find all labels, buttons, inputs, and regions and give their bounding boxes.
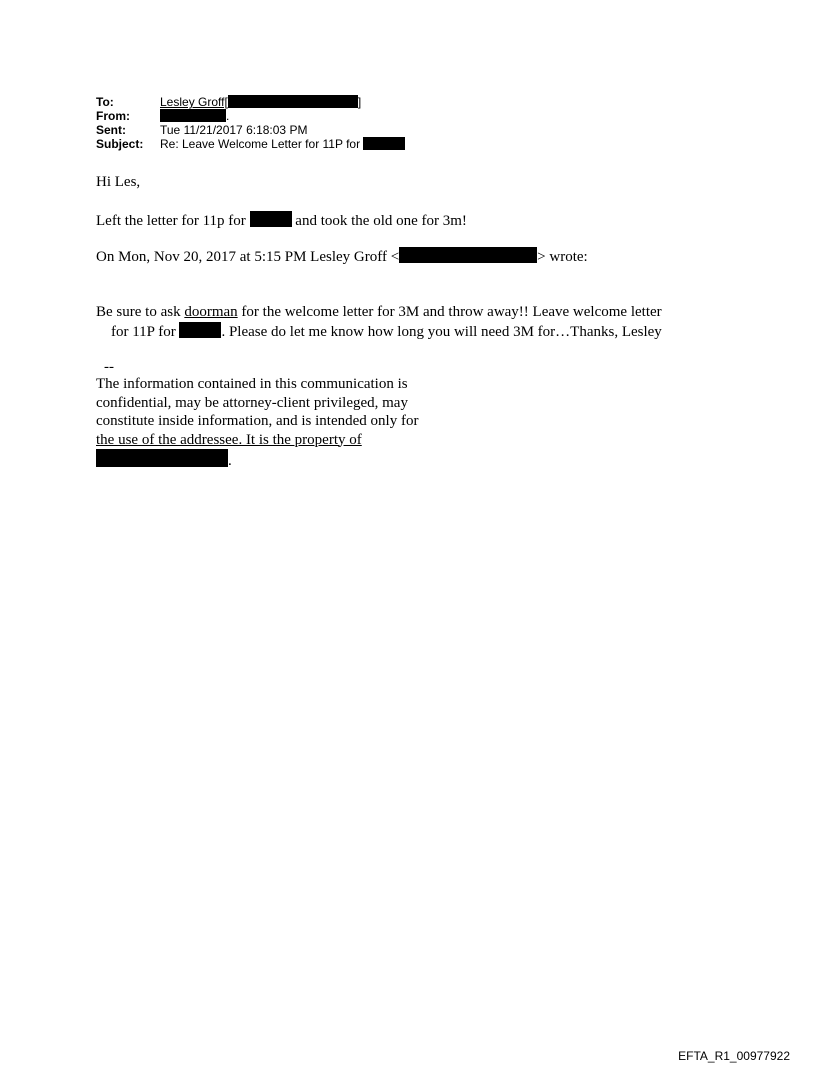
subject-text: Re: Leave Welcome Letter for 11P for	[160, 137, 361, 151]
reply-text-b: > wrote:	[537, 249, 588, 265]
to-close-bracket: ]	[357, 95, 362, 109]
quote-text-underlined: doorman	[184, 304, 238, 320]
redaction-to-email	[228, 95, 358, 108]
disclaimer-line-1: The information contained in this communication is	[96, 376, 408, 392]
quote-line-1	[96, 303, 662, 322]
quote-text-post: for the welcome letter for 3M and throw away!! Leave welcome letter	[237, 304, 662, 320]
from-value	[160, 109, 229, 123]
redaction-quote	[179, 322, 221, 338]
from-row	[96, 109, 405, 123]
subject-label: Subject:	[96, 137, 144, 151]
disclaimer-line-2: confidential, may be attorney-client privileged, may	[96, 394, 408, 411]
sent-row	[96, 123, 405, 137]
reply-text-a: On Mon, Nov 20, 2017 at 5:15 PM Lesley Groff <	[96, 249, 400, 265]
redaction-from	[160, 109, 226, 122]
quote-line2-pre: for 11P for	[111, 324, 176, 340]
sent-label: Sent:	[96, 123, 126, 137]
redaction-reply-email	[399, 247, 537, 263]
message-line	[96, 211, 467, 230]
from-label: From:	[96, 109, 130, 123]
sent-value: Tue 11/21/2017 6:18:03 PM	[160, 123, 308, 137]
quoted-message	[96, 303, 662, 342]
email-header	[96, 95, 405, 151]
document-id: EFTA_R1_00977922	[678, 1049, 790, 1063]
redaction-disclaimer	[96, 449, 228, 467]
subject-value	[160, 137, 405, 151]
quote-text-pre: Be sure to ask	[96, 304, 185, 320]
from-after: .	[226, 109, 230, 123]
to-label: To:	[96, 95, 114, 109]
to-name: Lesley Groff[	[160, 95, 228, 109]
redaction-subject	[363, 137, 405, 150]
quote-line-2	[96, 322, 662, 342]
subject-row	[96, 137, 405, 151]
reply-attribution	[96, 247, 588, 266]
disclaimer-end: .	[228, 453, 232, 469]
disclaimer-line-3: constitute inside information, and is intended only for	[96, 413, 419, 429]
redaction-message	[250, 211, 292, 227]
quote-line2-post: . Please do let me know how long you will need 3M for…Thanks, Lesley	[221, 324, 662, 340]
confidentiality-disclaimer	[96, 375, 418, 471]
signature-dash: --	[104, 359, 114, 375]
to-value	[160, 95, 361, 109]
greeting: Hi Les,	[96, 174, 141, 190]
message-text-b: and took the old one for 3m!	[295, 213, 467, 229]
to-row	[96, 95, 405, 109]
disclaimer-line-5	[96, 449, 418, 471]
disclaimer-line-4: the use of the addressee. It is the property of	[96, 431, 362, 448]
message-text-a: Left the letter for 11p for	[96, 213, 246, 229]
